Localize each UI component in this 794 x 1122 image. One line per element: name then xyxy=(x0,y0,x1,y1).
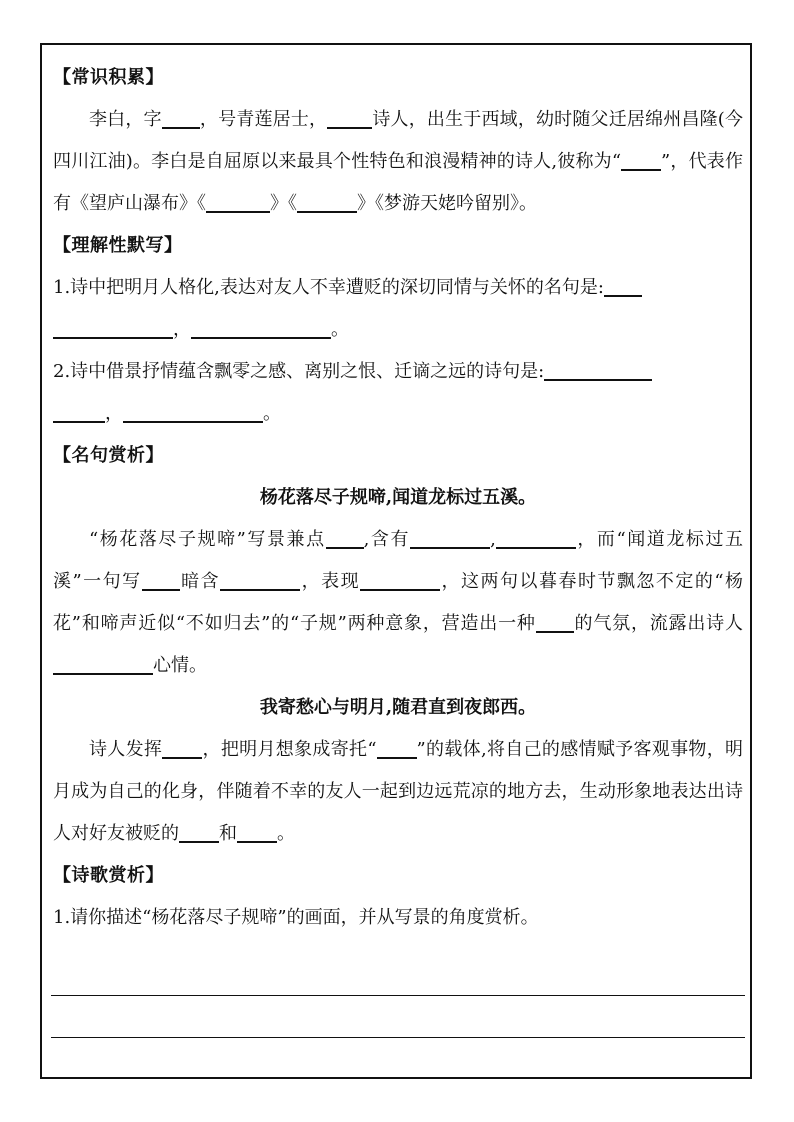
section-title-dictation: 【理解性默写】 xyxy=(53,235,183,256)
blank-q2-a[interactable] xyxy=(544,357,652,381)
section-title-appreciation: 【名句赏析】 xyxy=(53,445,164,466)
blank-b3[interactable] xyxy=(179,819,219,843)
dictation-question-1: 1.诗中把明月人格化,表达对友人不幸遭贬的深切同情与关怀的名句是: ， 。 xyxy=(53,267,743,351)
blank-b4[interactable] xyxy=(237,819,277,843)
blank-a6[interactable] xyxy=(360,567,440,591)
blank-q2-c[interactable] xyxy=(123,399,263,423)
famous-line-1: 杨花落尽子规啼,闻道龙标过五溪。 xyxy=(259,487,537,508)
blank-a1[interactable] xyxy=(326,525,364,549)
famous-line-2: 我寄愁心与明月,随君直到夜郎西。 xyxy=(259,697,537,718)
appreciation-paragraph-1: “杨花落尽子规啼”写景兼点 ,含有 , ，而“闻道龙标过五溪”一句写 暗含 ，表现 ，这两句以暮春时节飘忽不定的“杨花”和啼声近似“不如归去”的“子规”两种意象，营造出一种 的气氛，流露出诗人心情。 xyxy=(53,519,743,687)
blank-courtesy-name[interactable] xyxy=(162,105,200,129)
blank-a7[interactable] xyxy=(536,609,574,633)
poem-analysis-question-1: 1.请你描述“杨花落尽子规啼”的画面，并从写景的角度赏析。 xyxy=(53,907,539,928)
blank-a8[interactable] xyxy=(53,651,153,675)
blank-q1-c[interactable] xyxy=(191,315,331,339)
answer-line-1[interactable] xyxy=(51,995,745,996)
blank-title[interactable] xyxy=(621,147,661,171)
answer-line-2[interactable] xyxy=(51,1037,745,1038)
blank-b2[interactable] xyxy=(377,735,417,759)
worksheet-frame xyxy=(40,43,752,1079)
section-title-knowledge: 【常识积累】 xyxy=(53,67,164,88)
blank-a2[interactable] xyxy=(410,525,490,549)
worksheet-content xyxy=(53,57,743,939)
blank-q1-a[interactable] xyxy=(604,273,642,297)
blank-a5[interactable] xyxy=(220,567,300,591)
blank-b1[interactable] xyxy=(162,735,202,759)
knowledge-paragraph: 李白，字 ，号青莲居士， 诗人，出生于西域，幼时随父迁居绵州昌隆(今四川江油)。李白是自屈原以来最具个性特色和浪漫精神的诗人,彼称为“ ”，代表作有《望庐山瀑布》《 》《 》《梦游天姥吟留别》。 xyxy=(53,99,743,225)
blank-q2-b[interactable] xyxy=(53,399,105,423)
blank-q1-b[interactable] xyxy=(53,315,173,339)
appreciation-paragraph-2: 诗人发挥 ，把明月想象成寄托“ ”的载体,将自己的感情赋予客观事物，明月成为自己的化身，伴随着不幸的友人一起到边远荒凉的地方去，生动形象地表达出诗人对好友被贬的 和 。 xyxy=(53,729,743,855)
blank-work-2[interactable] xyxy=(297,189,357,213)
blank-work-1[interactable] xyxy=(206,189,270,213)
blank-a3[interactable] xyxy=(496,525,576,549)
section-title-poem-analysis: 【诗歌赏析】 xyxy=(53,865,164,886)
dictation-question-2: 2.诗中借景抒情蕴含飘零之感、离别之恨、迁谪之远的诗句是: ， 。 xyxy=(53,351,743,435)
blank-a4[interactable] xyxy=(142,567,180,591)
blank-dynasty[interactable] xyxy=(327,105,372,129)
